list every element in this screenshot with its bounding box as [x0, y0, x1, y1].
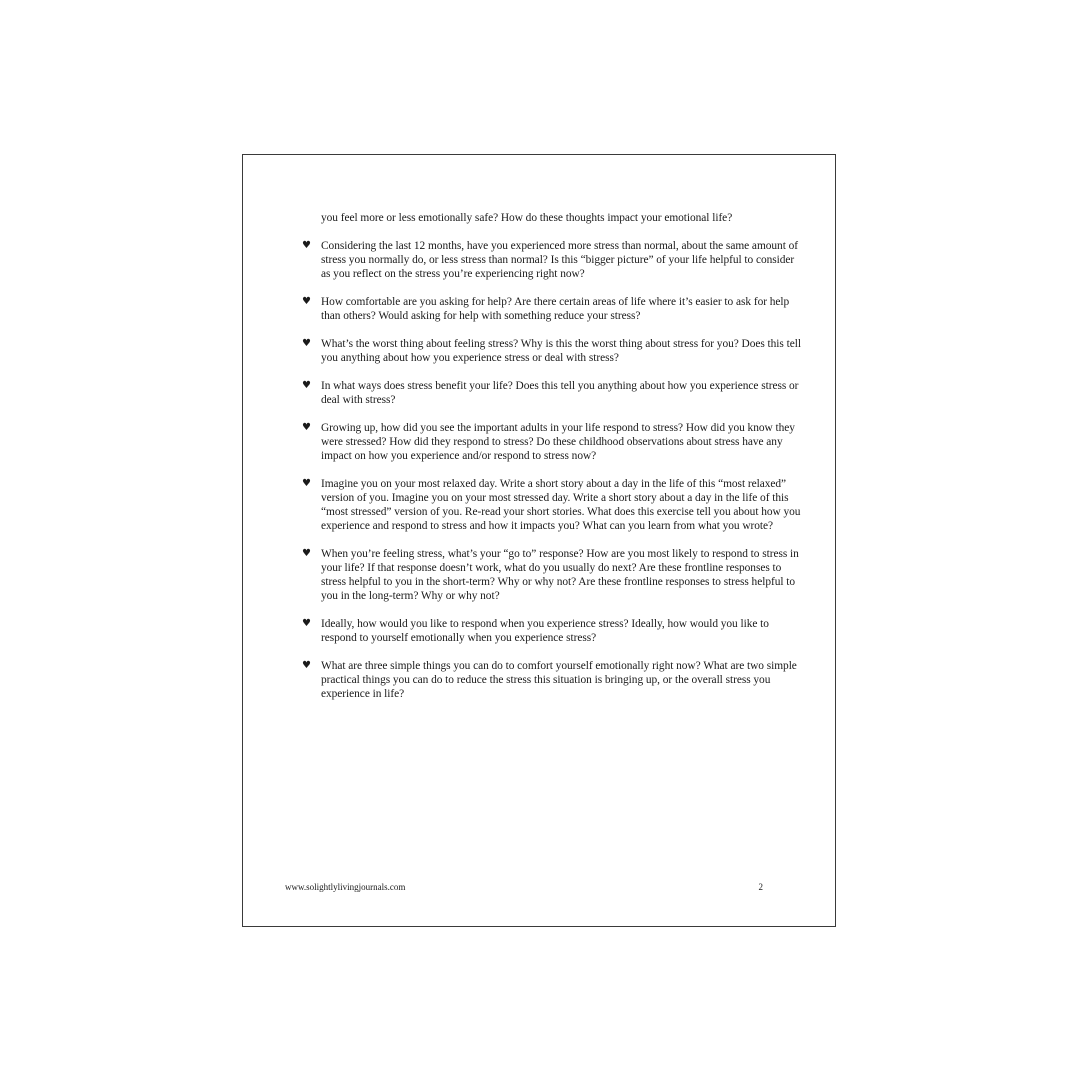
continuation-paragraph: you feel more or less emotionally safe? How do these thoughts impact your emotional life? [321, 212, 733, 224]
question-text: Considering the last 12 months, have you experienced more stress than normal, about the same amount of stress you normally do, or less stress than normal? Is this “bigger picture” of your life helpful to consider as you reflect on the stress you’re experiencing right now? [321, 240, 798, 280]
question-text: What are three simple things you can do to comfort yourself emotionally right now? What are two simple practical things you can do to reduce the stress this situation is bringing up, or the overall stress you experience in life? [321, 660, 797, 700]
heart-bullet-icon: ♥ [302, 422, 311, 433]
question-text: In what ways does stress benefit your life? Does this tell you anything about how you experience stress or deal with stress? [321, 380, 799, 406]
document-page [242, 154, 836, 927]
page-number: 2 [758, 882, 763, 892]
heart-bullet-icon: ♥ [302, 380, 311, 391]
list-item [301, 239, 801, 281]
question-text: Imagine you on your most relaxed day. Write a short story about a day in the life of this “most relaxed” version of you. Imagine you on your most stressed day. Write a short story about a day in the life of this “most stressed” version of you. Re-read your short stories. What does this exercise tell you about how you experience and respond to stress and how it impacts you? What can you learn from what you wrote? [321, 478, 801, 532]
list-item [301, 617, 801, 645]
list-item [301, 379, 801, 407]
footer-url: www.solightlylivingjournals.com [285, 882, 406, 892]
list-item [301, 477, 801, 533]
heart-bullet-icon: ♥ [302, 660, 311, 671]
heart-bullet-icon: ♥ [302, 618, 311, 629]
list-item [301, 547, 801, 603]
question-text: What’s the worst thing about feeling stress? Why is this the worst thing about stress for you? Does this tell you anything about how you experience stress or deal with stress? [321, 338, 801, 364]
heart-bullet-icon: ♥ [302, 240, 311, 251]
question-text: When you’re feeling stress, what’s your “go to” response? How are you most likely to respond to stress in your life? If that response doesn’t work, what do you usually do next? Are these frontline responses to stress helpful to you in the short-term? Why or why not? Are these frontline responses to stress helpful to you in the long-term? Why or why not? [321, 548, 799, 602]
list-item [301, 421, 801, 463]
question-list [301, 211, 801, 701]
list-item [301, 337, 801, 365]
question-text: Growing up, how did you see the important adults in your life respond to stress? How did you know they were stressed? How did they respond to stress? Do these childhood observations about stress have any impact on how you experience and/or respond to stress now? [321, 422, 795, 462]
heart-bullet-icon: ♥ [302, 338, 311, 349]
question-text: How comfortable are you asking for help? Are there certain areas of life where it’s easier to ask for help than others? Would asking for help with something reduce your stress? [321, 296, 790, 322]
heart-bullet-icon: ♥ [302, 548, 311, 559]
heart-bullet-icon: ♥ [302, 296, 311, 307]
question-text: Ideally, how would you like to respond when you experience stress? Ideally, how would you like to respond to yourself emotionally when you experience stress? [321, 618, 769, 644]
list-item [301, 659, 801, 701]
heart-bullet-icon: ♥ [302, 478, 311, 489]
list-item [301, 295, 801, 323]
